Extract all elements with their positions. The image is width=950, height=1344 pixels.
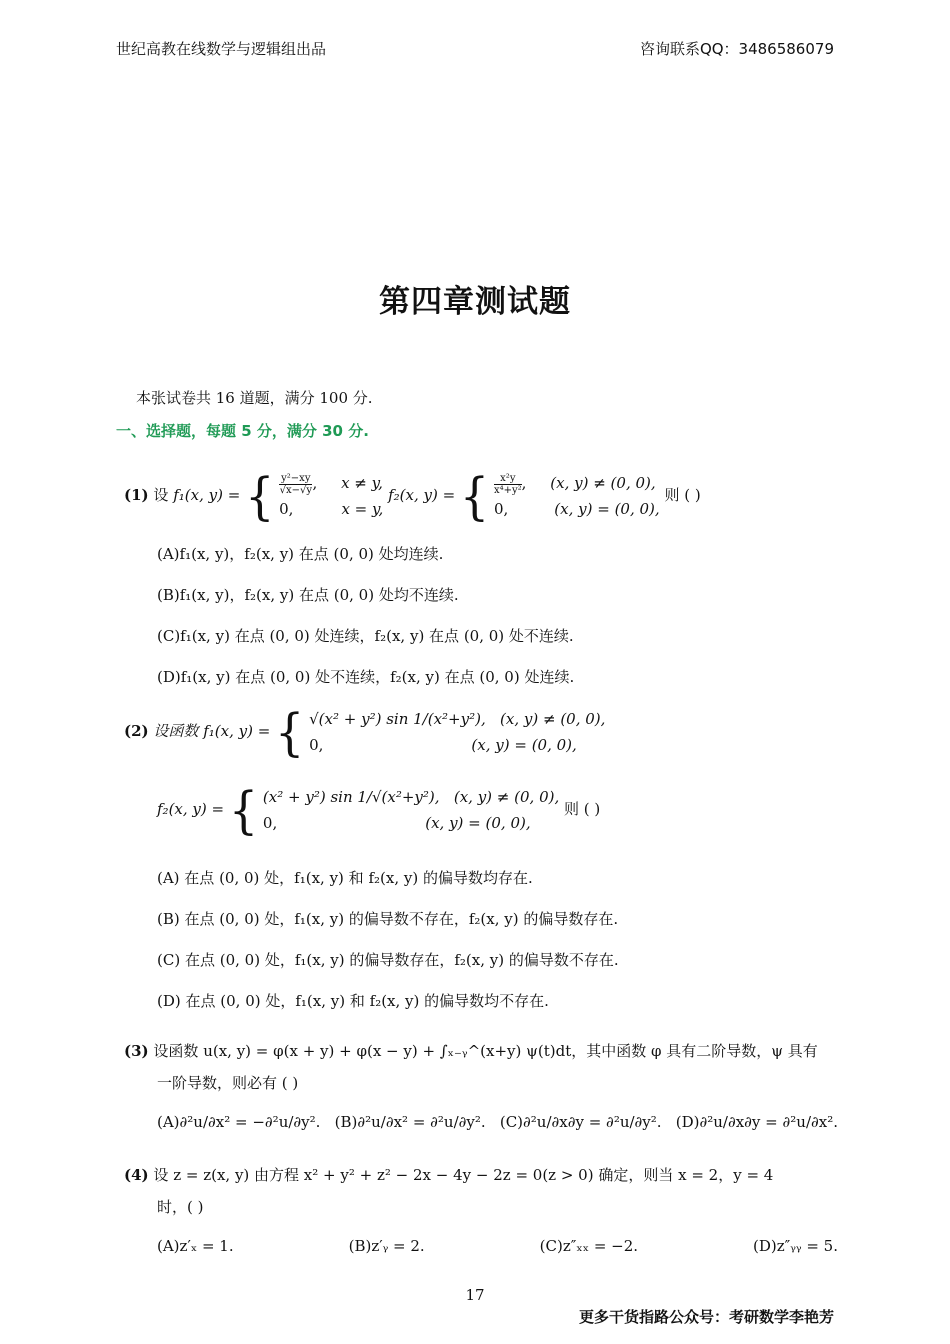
question-number: (1): [124, 486, 149, 504]
case-condition: (x, y) ≠ (0, 0),: [500, 710, 606, 728]
q3-options: [157, 1113, 838, 1131]
numerator: y²−xy: [281, 472, 311, 484]
q4-options: [157, 1237, 838, 1255]
question-number: (2): [124, 722, 149, 740]
f2-lhs: f₂(x, y) =: [388, 486, 456, 504]
case-value: 0,: [262, 814, 278, 832]
header-left: 世纪高教在线数学与逻辑组出品: [116, 40, 327, 58]
numerator: x²y: [494, 473, 522, 485]
q4-option-a: (A)z′ₓ = 1.: [157, 1237, 234, 1255]
q3-option-c: (C)∂²u/∂x∂y = ∂²u/∂y².: [499, 1113, 662, 1131]
case-value: 0,: [279, 500, 294, 518]
q1-option-d: (D)f₁(x, y) 在点 (0, 0) 处不连续，f₂(x, y) 在点 (0, 0) 处连续.: [157, 668, 575, 686]
question-text: 设 z = z(x, y) 由方程 x² + y² + z² − 2x − 4y − 2z = 0(z > 0) 确定，则当 x = 2，y = 4: [153, 1166, 774, 1184]
f1-fraction: [279, 473, 312, 496]
q3-option-b: (B)∂²u/∂x² = ∂²u/∂y².: [334, 1113, 486, 1131]
case-value: 0,: [309, 736, 324, 754]
page-title: 第四章测试题: [379, 284, 571, 320]
section-heading: 一、选择题，每题 5 分，满分 30 分.: [116, 422, 369, 440]
case-condition: (x, y) = (0, 0),: [471, 736, 577, 754]
question-2-f2: [157, 780, 838, 840]
question-3: [124, 1040, 838, 1061]
f2-cases: [263, 784, 559, 836]
q4-option-c: (C)z″ₓₓ = −2.: [539, 1237, 639, 1255]
question-number: (4): [124, 1166, 149, 1184]
question-2: [124, 702, 838, 762]
case-value: (x² + y²) sin 1/√(x²+y²),: [262, 788, 440, 806]
case-condition: (x, y) ≠ (0, 0),: [453, 788, 560, 806]
case-condition: x = y,: [341, 500, 384, 518]
q4-option-d: (D)z″ᵧᵧ = 5.: [753, 1237, 838, 1255]
denominator: x⁴+y²: [493, 484, 522, 496]
question-3-line2: 一阶导数，则必有 ( ): [157, 1074, 299, 1092]
question-4-line2: 时，( ): [157, 1198, 204, 1216]
case-condition: (x, y) ≠ (0, 0),: [550, 474, 656, 492]
left-brace: {: [459, 466, 490, 526]
f1-lhs: f₁(x, y) =: [173, 486, 241, 504]
f1-lhs: 设函数 f₁(x, y) =: [153, 722, 271, 740]
f1-cases: $\frac{\text{y²−xy}}{√x-√y}$ , x ≠ y, 0, x = y,: [279, 472, 384, 518]
f2-cases: $\frac{\text{x²y}}{\text{x⁴+y²}}$ , (x, y) ≠ (0, 0), 0, (x, y) = (0, 0),: [493, 472, 660, 518]
q3-option-a: (A)∂²u/∂x² = −∂²u/∂y².: [157, 1113, 321, 1131]
exam-intro: 本张试卷共 16 道题，满分 100 分.: [136, 389, 373, 407]
f2-fraction: [494, 473, 522, 496]
left-brace: {: [228, 780, 259, 840]
q4-option-b: (B)z′ᵧ = 2.: [348, 1237, 425, 1255]
denominator: √x−√y: [279, 484, 313, 496]
case-value: 0,: [493, 500, 509, 518]
question-4: [124, 1164, 838, 1185]
header-right: 咨询联系QQ：3486586079: [639, 40, 834, 58]
q2-option-a: (A) 在点 (0, 0) 处，f₁(x, y) 和 f₂(x, y) 的偏导数均存在.: [157, 869, 533, 887]
left-brace: {: [245, 466, 275, 526]
q2-option-b: (B) 在点 (0, 0) 处，f₁(x, y) 的偏导数不存在，f₂(x, y) 的偏导数存在.: [157, 910, 619, 928]
case-value: √(x² + y²) sin 1/(x²+y²),: [309, 710, 486, 728]
f1-cases: [309, 706, 605, 758]
q1-option-c: (C)f₁(x, y) 在点 (0, 0) 处连续，f₂(x, y) 在点 (0, 0) 处不连续.: [157, 627, 574, 645]
page-number: 17: [465, 1286, 485, 1304]
question-lead: 设: [153, 486, 169, 504]
q2-option-c: (C) 在点 (0, 0) 处，f₁(x, y) 的偏导数存在，f₂(x, y) 的偏导数不存在.: [157, 951, 619, 969]
answer-blank: 则 ( ): [664, 486, 701, 504]
question-1: [124, 466, 838, 526]
q1-option-a: (A)f₁(x, y)，f₂(x, y) 在点 (0, 0) 处均连续.: [157, 545, 444, 563]
f2-lhs: f₂(x, y) =: [157, 800, 225, 818]
question-text: 设函数 u(x, y) = φ(x + y) + φ(x − y) + ∫ₓ₋ᵧ^(x+y) ψ(t)dt，其中函数 φ 具有二阶导数，ψ 具有: [153, 1042, 818, 1060]
left-brace: {: [275, 702, 305, 762]
answer-blank: 则 ( ): [564, 800, 601, 818]
case-condition: x ≠ y,: [341, 474, 383, 492]
footer-promo: 更多干货指路公众号：考研数学李艳芳: [578, 1308, 834, 1326]
q3-option-d: (D)∂²u/∂x∂y = ∂²u/∂x².: [675, 1113, 838, 1131]
question-number: (3): [124, 1042, 149, 1060]
q1-option-b: (B)f₁(x, y)，f₂(x, y) 在点 (0, 0) 处均不连续.: [157, 586, 459, 604]
case-condition: (x, y) = (0, 0),: [554, 500, 660, 518]
case-condition: (x, y) = (0, 0),: [425, 814, 531, 832]
q2-option-d: (D) 在点 (0, 0) 处，f₁(x, y) 和 f₂(x, y) 的偏导数均不存在.: [157, 992, 549, 1010]
